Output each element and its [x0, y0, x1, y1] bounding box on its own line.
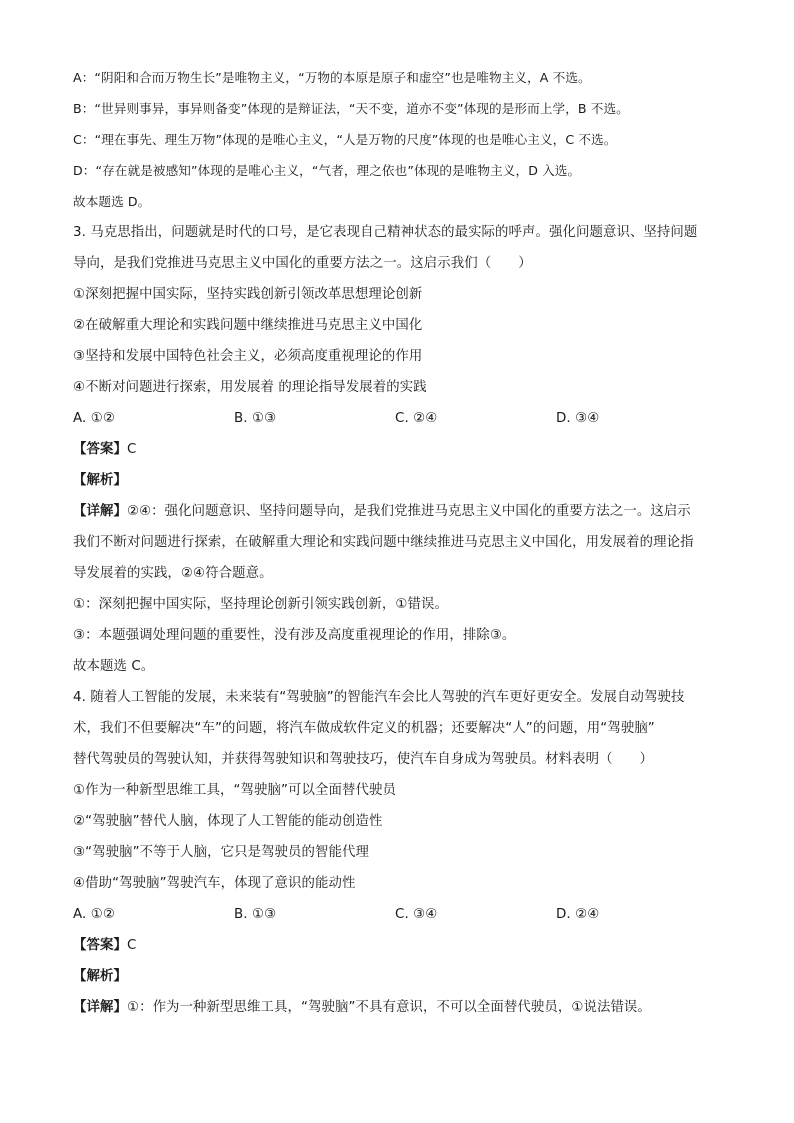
q3-stem-line-1: 3. 马克思指出，问题就是时代的口号，是它表现自己精神状态的最实际的呼声。强化问题意识、坚持问题	[73, 225, 698, 240]
q3-statement-4: ④不断对问题进行探索，用发展着 的理论指导发展着的实践	[73, 380, 427, 395]
q3-statement-2: ②在破解重大理论和实践问题中继续推进马克思主义中国化	[73, 318, 423, 333]
q4-analysis	[73, 961, 733, 992]
q4-statement-3: ③“驾驶脑”不等于人脑，它只是驾驶员的智能代理	[73, 845, 369, 860]
q4-answer-value: C	[126, 938, 137, 953]
q3-option-c: C. ②④	[395, 411, 438, 426]
q4-stem-line-3: 替代驾驶员的驾驶认知，并获得驾驶知识和驾驶技巧，使汽车自身成为驾驶员。材料表明（ ）	[73, 752, 654, 767]
q3-detail-text-1: ②④：强化问题意识、坚持问题导向，是我们党推进马克思主义中国化的重要方法之一。这启示	[126, 504, 691, 519]
q3-answer-tag: 【答案】	[73, 442, 127, 457]
q4-answer	[73, 930, 733, 961]
q3-detail-line-5: ③：本题强调处理问题的重要性，没有涉及高度重视理论的作用，排除③。	[73, 628, 516, 643]
document-page	[73, 62, 733, 1023]
q3-option-a: A. ①②	[73, 411, 115, 426]
prev-analysis-option-c: C：“理在事先、理生万物”体现的是唯心主义，“人是万物的尺度”体现的也是唯心主义，C 不选。	[73, 132, 617, 147]
prev-analysis-option-b: B：“世异则事异，事异则备变”体现的是辩证法，“天不变，道亦不变”体现的是形而上学，B 不选。	[73, 101, 629, 116]
q4-statement-2: ②“驾驶脑”替代人脑，体现了人工智能的能动创造性	[73, 814, 383, 829]
q3-analysis	[73, 465, 733, 496]
q4-analysis-tag: 【解析】	[73, 969, 127, 984]
q4-options	[73, 899, 733, 930]
q3-option-d: D. ③④	[556, 411, 600, 426]
q4-answer-tag: 【答案】	[73, 938, 127, 953]
q4-detail-tag: 【详解】	[73, 1000, 127, 1015]
q4-stem-line-1: 4. 随着人工智能的发展，未来装有“驾驶脑”的智能汽车会比人驾驶的汽车更好更安全。发展自动驾驶技	[73, 690, 685, 705]
q4-option-b: B. ①③	[234, 907, 277, 922]
q4-detail-text-1: ①：作为一种新型思维工具，“驾驶脑”不具有意识，不可以全面替代驶员，①说法错误。	[126, 1000, 651, 1015]
prev-conclusion: 故本题选 D。	[73, 194, 151, 209]
q3-detail-line-1	[73, 496, 733, 527]
q3-answer-value: C	[126, 442, 137, 457]
q3-option-b: B. ①③	[234, 411, 277, 426]
prev-analysis-option-d: D：“存在就是被感知”体现的是唯心主义，“气者，理之依也”体现的是唯物主义，D 入选。	[73, 163, 581, 178]
q3-analysis-tag: 【解析】	[73, 473, 127, 488]
q3-detail-line-4: ①：深刻把握中国实际，坚持理论创新引领实践创新，①错误。	[73, 597, 448, 612]
q4-option-c: C. ③④	[395, 907, 438, 922]
q3-options	[73, 403, 733, 434]
q3-conclusion: 故本题选 C。	[73, 659, 155, 674]
q4-option-d: D. ②④	[556, 907, 600, 922]
prev-analysis-option-a: A：“阴阳和合而万物生长”是唯物主义，“万物的本原是原子和虚空”也是唯物主义，A 不选。	[73, 70, 591, 85]
q3-stem-line-2: 导向，是我们党推进马克思主义中国化的重要方法之一。这启示我们（ ）	[73, 256, 532, 271]
q3-statement-3: ③坚持和发展中国特色社会主义，必须高度重视理论的作用	[73, 349, 423, 364]
q4-statement-4: ④借助“驾驶脑”驾驶汽车，体现了意识的能动性	[73, 876, 356, 891]
q3-statement-1: ①深刻把握中国实际，坚持实践创新引领改革思想理论创新	[73, 287, 423, 302]
q4-detail-line-1	[73, 992, 733, 1023]
q4-statement-1: ①作为一种新型思维工具，“驾驶脑”可以全面替代驶员	[73, 783, 396, 798]
q3-detail-line-2: 我们不断对问题进行探索，在破解重大理论和实践问题中继续推进马克思主义中国化，用发展着的理论指	[73, 535, 694, 550]
q4-stem-line-2: 术，我们不但要解决“车”的问题，将汽车做成软件定义的机器；还要解决“人”的问题，用“驾驶脑”	[73, 721, 655, 736]
q3-answer	[73, 434, 733, 465]
q4-option-a: A. ①②	[73, 907, 115, 922]
q3-detail-line-3: 导发展着的实践，②④符合题意。	[73, 566, 273, 581]
q3-detail-tag: 【详解】	[73, 504, 127, 519]
